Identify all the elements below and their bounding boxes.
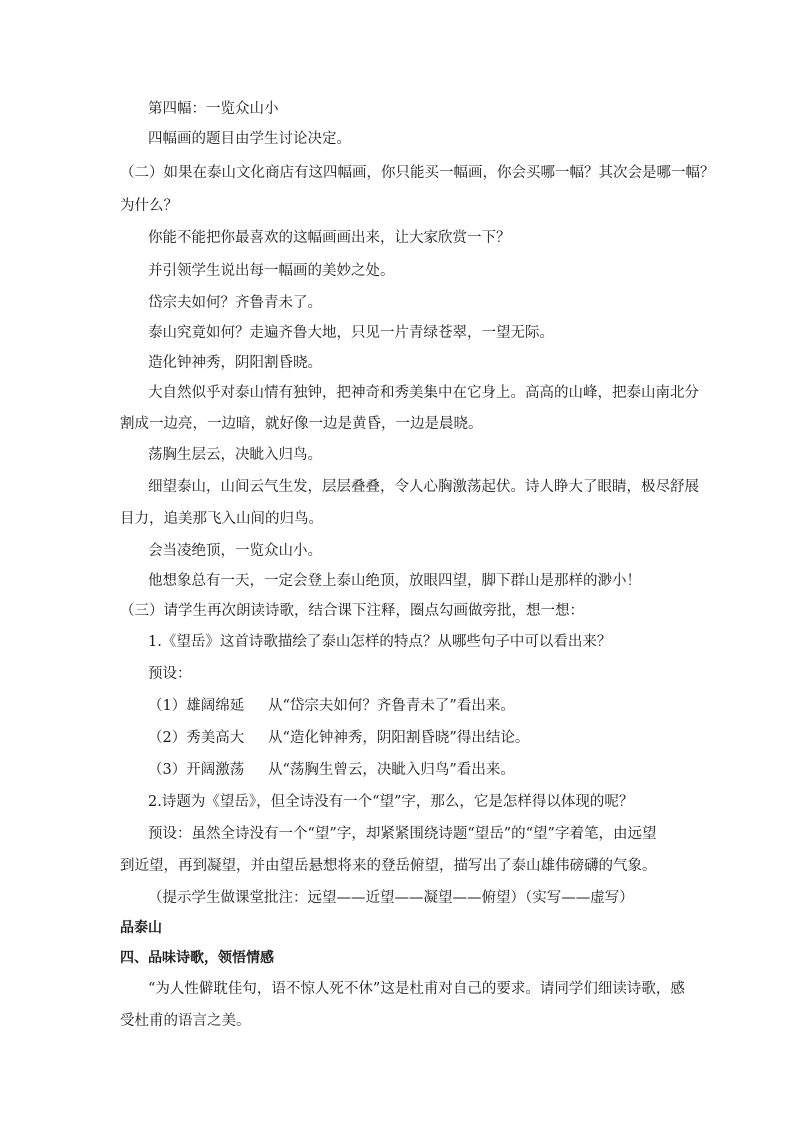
preset-item xyxy=(148,728,530,748)
note-line: （提示学生做课堂批注：远望——近望——凝望——俯望）（实写——虚写） xyxy=(148,890,634,906)
paragraph-line: 细望泰山，山间云气生发，层层叠叠，令人心胸激荡起伏。诗人睁大了眼睛，极尽舒展 xyxy=(148,479,699,495)
preset-item xyxy=(148,696,515,716)
paragraph-line: “为人性僻耽佳句，语不惊人死不休”这是杜甫对自己的要求。请同学们细读诗歌，感 xyxy=(148,981,685,997)
preset-item-label: （2）秀美高大 xyxy=(148,730,245,746)
paragraph-line: 泰山究竟如何？走遍齐鲁大地，只见一片青绿苍翠，一望无际。 xyxy=(148,325,554,341)
paragraph-line: （二）如果在泰山文化商店有这四幅画，你只能买一幅画，你会买哪一幅？其次会是哪一幅？ xyxy=(120,165,715,181)
section-heading: 品泰山 xyxy=(120,920,162,936)
paragraph-line: 你能不能把你最喜欢的这幅画画出来，让大家欣赏一下？ xyxy=(148,230,511,246)
preset-item-text: 从“荡胸生曾云，决眦入归鸟”看出来。 xyxy=(268,762,515,778)
paragraph-line: 受杜甫的语言之美。 xyxy=(120,1013,251,1029)
paragraph-line: 为什么？ xyxy=(120,198,178,214)
preset-label: 预设： xyxy=(148,666,192,682)
paragraph-line: 第四幅：一览众山小 xyxy=(148,101,279,117)
poem-line: 荡胸生层云，决眦入归鸟。 xyxy=(148,447,322,463)
paragraph-line: 割成一边亮，一边暗，就好像一边是黄昏，一边是晨晓。 xyxy=(120,416,483,432)
section-heading: 四、品味诗歌，领悟情感 xyxy=(120,950,274,966)
preset-item-text: 从“造化钟神秀，阴阳割昏晓”得出结论。 xyxy=(268,730,530,746)
paragraph-line: 大自然似乎对泰山情有独钟，把神奇和秀美集中在它身上。高高的山峰，把泰山南北分 xyxy=(148,385,699,401)
paragraph-line: 四幅画的题目由学生讨论决定。 xyxy=(148,131,351,147)
question-line: 1.《望岳》这首诗歌描绘了泰山怎样的特点？从哪些句子中可以看出来？ xyxy=(148,634,612,650)
paragraph-line: 预设：虽然全诗没有一个“望”字，却紧紧围绕诗题“望岳”的“望”字着笔，由远望 xyxy=(148,826,657,842)
preset-item xyxy=(148,760,515,780)
paragraph-line: 他想象总有一天，一定会登上泰山绝顶，放眼四望，脚下群山是那样的渺小！ xyxy=(148,573,641,589)
poem-line: 会当凌绝顶，一览众山小。 xyxy=(148,543,322,559)
question-line: 2.诗题为《望岳》，但全诗没有一个“望”字，那么，它是怎样得以体现的呢？ xyxy=(148,794,634,810)
preset-item-label: （1）雄阔绵延 xyxy=(148,698,245,714)
paragraph-line: 到近望，再到凝望，并由望岳悬想将来的登岳俯望，描写出了泰山雄伟磅礴的气象。 xyxy=(120,858,657,874)
preset-item-label: （3）开阔激荡 xyxy=(148,762,245,778)
paragraph-line: （三）请学生再次朗读诗歌，结合课下注释，圈点勾画做旁批，想一想： xyxy=(120,603,584,619)
paragraph-line: 并引领学生说出每一幅画的美妙之处。 xyxy=(148,263,395,279)
poem-line: 岱宗夫如何？齐鲁青未了。 xyxy=(148,295,322,311)
poem-line: 造化钟神秀，阴阳割昏晓。 xyxy=(148,355,322,371)
preset-item-text: 从“岱宗夫如何？齐鲁青未了”看出来。 xyxy=(268,698,515,714)
paragraph-line: 目力，追美那飞入山间的归鸟。 xyxy=(120,511,323,527)
